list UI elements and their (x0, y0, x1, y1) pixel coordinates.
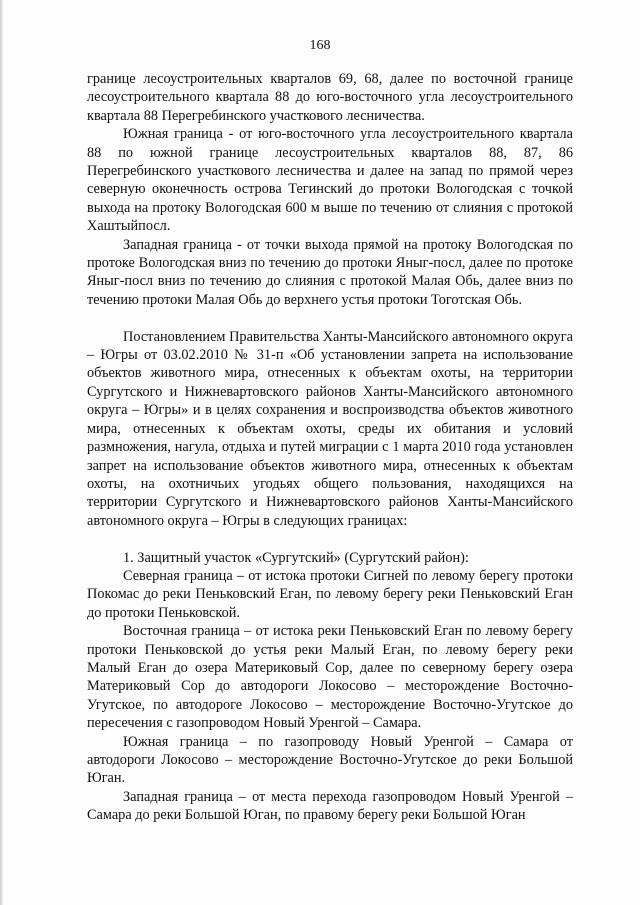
paragraph-south-border-2: Южная граница – по газопроводу Новый Уренгой – Самара от автодороги Локосово – месторождение Восточно-Угутское до реки Большой Юган. (87, 733, 573, 787)
paragraph-east-border: Восточная граница – от истока реки Пеньковский Еган по левому берегу протоки Пеньковской до устья реки Малый Еган, по левому берегу реки Малый Еган до озера Материковый Сор, далее по северному берегу озера Материковый Сор до автодороги Локосово – месторождение Восточно-Угутское, по автодороге Локосово – месторождение Восточно-Угутское до пересечения с газопроводом Новый Уренгой – Самара. (87, 623, 573, 732)
paragraph-section-heading: 1. Защитный участок «Сургутский» (Сургутский район): (123, 549, 469, 566)
scan-edge (0, 0, 3, 905)
paragraph-south-border: Южная граница - от юго-восточного угла лесоустроительного квартала 88 по южной границе лесоустроительных кварталов 88, 87, 86 Перегребинского участкового лесничества и далее на запад по прямой через северную оконечность острова Тегинский до протоки Вологодская с точкой выхода на протоку Вологодская 600 м выше по течению от слияния с протокой Хаштыйпосл. (87, 126, 573, 235)
paragraph-resolution: Постановлением Правительства Ханты-Мансийского автономного округа – Югры от 03.02.2010 № 31-п «Об установлении запрета на использование объектов животного мира, отнесенных к объектам охоты, на территории Сургутского и Нижневартовского районов Ханты-Мансийского автономного округа – Югры» и в целях сохранения и воспроизводства объектов животного мира, отнесенных к объектам охоты, среды их обитания и условий размножения, нагула, отдыха и путей миграции с 1 марта 2010 года установлен запрет на использование объектов животного мира, отнесенных к объектам охоты, на охотничьих угодьях общего пользования, находящихся на территории Сургутского и Нижневартовского районов Ханты-Мансийского автономного округа – Югры в следующих границах: (87, 328, 573, 529)
paragraph-north-border: Северная граница – от истока протоки Сигней по левому берегу протоки Покомас до реки Пеньковский Еган, по левому берегу реки Пеньковский Еган до протоки Пеньковской. (87, 567, 573, 621)
page-number: 168 (309, 38, 331, 53)
paragraph-west-border-2: Западная граница – от места перехода газопроводом Новый Уренгой – Самара до реки Большой Юган, по правому берегу реки Большой Юган (87, 788, 573, 824)
document-body (87, 70, 573, 825)
paragraph-west-border: Западная граница - от точки выхода прямой на протоку Вологодская по протоке Вологодская вниз по течению до протоки Яныг-посл, далее по протоке Яныг-посл вниз по течению до слияния с протокой Малая Обь, далее вниз по течению протоки Малая Обь до верхнего устья протоки Тоготская Обь. (87, 236, 573, 308)
paragraph-continuation: границе лесоустроительных кварталов 69, 68, далее по восточной границе лесоустроительного квартала 88 до юго-восточного угла лесоустроительного квартала 88 Перегребинского участкового лесничества. (87, 71, 573, 124)
